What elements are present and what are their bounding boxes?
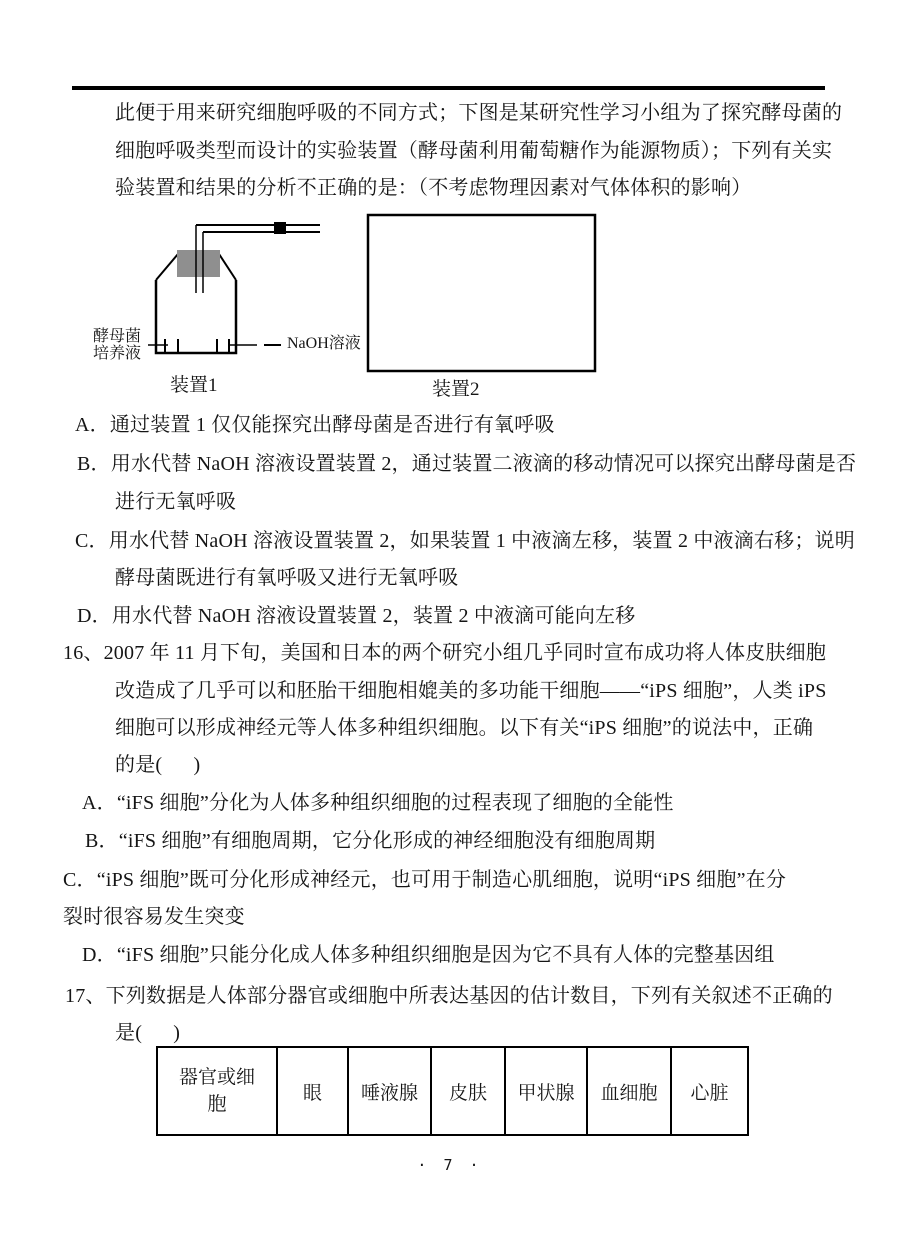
q15-option-b-line1: B．用水代替 NaOH 溶液设置装置 2，通过装置二液滴的移动情况可以探究出酵母菌是否 [77,453,857,475]
apparatus-figure [90,205,620,405]
intro-line-1: 此便于用来研究细胞呼吸的不同方式；下图是某研究性学习小组为了探究酵母菌的 [115,102,843,124]
q15-option-d: D．用水代替 NaOH 溶液设置装置 2，装置 2 中液滴可能向左移 [77,605,636,627]
liquid-drop-marker [274,222,286,234]
table-header-eye: 眼 [277,1047,348,1135]
beaker-naoh [217,339,229,353]
intro-line-2: 细胞呼吸类型而设计的实验装置（酵母菌利用葡萄糖作为能源物质）；下列有关实 [115,140,833,162]
table-header-organ-or-cell-text: 器官或细胞 [178,1067,255,1115]
q16-stem-line3: 细胞可以形成神经元等人体多种组织细胞。以下有关“iPS 细胞”的说法中，正确 [115,717,814,739]
q16-option-c-line2: 裂时很容易发生突变 [63,906,245,928]
q16-option-a: A．“iFS 细胞”分化为人体多种组织细胞的过程表现了细胞的全能性 [82,792,674,814]
top-rule [72,86,825,90]
yeast-label-line1: 酵母菌 [93,328,142,345]
q16-stem-line1: 16、2007 年 11 月下旬，美国和日本的两个研究小组几乎同时宣布成功将人体皮肤细胞 [63,642,827,664]
apparatus2-label: 装置2 [432,379,480,400]
table-header-thyroid: 甲状腺 [505,1047,587,1135]
gene-expression-table [156,1046,749,1136]
q16-option-d: D．“iFS 细胞”只能分化成人体多种组织细胞是因为它不具有人体的完整基因组 [82,944,775,966]
beaker-yeast [165,339,178,353]
q15-option-c-line1: C．用水代替 NaOH 溶液设置装置 2，如果装置 1 中液滴左移，装置 2 中液滴右移；说明 [75,530,855,552]
apparatus2-box [368,215,595,371]
q15-option-c-line2: 酵母菌既进行有氧呼吸又进行无氧呼吸 [115,567,459,589]
intro-line-3: 验装置和结果的分析不正确的是：（不考虑物理因素对气体体积的影响） [115,177,752,199]
flask-right-shoulder [219,254,236,280]
table-header-organ-or-cell [157,1047,277,1135]
stopper [177,250,220,277]
q16-stem-line4: 的是( ) [115,754,201,776]
table-header-salivary-gland: 唾液腺 [348,1047,431,1135]
q15-option-a: A．通过装置 1 仅仅能探究出酵母菌是否进行有氧呼吸 [75,414,555,436]
table-header-skin: 皮肤 [431,1047,505,1135]
apparatus1-label: 装置1 [170,375,218,396]
flask-left-shoulder [156,254,178,280]
naoh-label: NaOH溶液 [287,335,361,352]
table-header-blood-cell: 血细胞 [587,1047,671,1135]
table-header-heart: 心脏 [671,1047,748,1135]
q16-stem-line2: 改造成了几乎可以和胚胎干细胞相媲美的多功能干细胞——“iPS 细胞”，人类 iPS [115,680,827,702]
yeast-label-line2: 培养液 [93,345,142,362]
q17-stem-line2: 是( ) [115,1022,181,1044]
table-header-row [157,1047,748,1135]
page-number: · 7 · [417,1156,483,1174]
q16-option-b: B．“iFS 细胞”有细胞周期，它分化形成的神经细胞没有细胞周期 [85,830,656,852]
q15-option-b-line2: 进行无氧呼吸 [115,491,237,513]
q17-stem-line1: 17、下列数据是人体部分器官或细胞中所表达基因的估计数目，下列有关叙述不正确的 [65,985,833,1007]
q16-option-c-line1: C．“iPS 细胞”既可分化形成神经元，也可用于制造心肌细胞，说明“iPS 细胞”在分 [63,869,787,891]
